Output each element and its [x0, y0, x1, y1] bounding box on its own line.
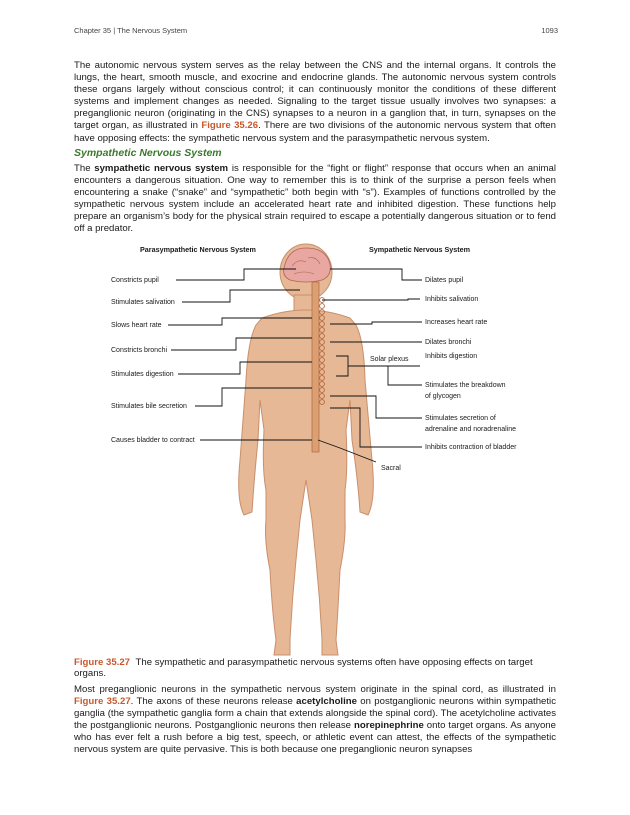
term-sympathetic: sympathetic nervous system	[94, 163, 229, 174]
term-norepinephrine: norepinephrine	[353, 720, 424, 732]
bottom-paragraph: Most preganglionic neurons in the sympathetic nervous system originate in the spinal cord, as illustrated in Figure 35.27. The axons of these neurons release acetylcholine on postganglionic neurons within sympathetic ganglia (the sympathetic ganglia form a chain that extends alongside the spinal cord). The acetylcholine activates the postganglionic neurons. Postganglionic neurons then release norepinephrine onto target organs. As anyone who has ever felt a rush before a big test, speech, or athletic event can attest, the effects of the sympathetic nervous system are quite pervasive. This is both because one preganglionic neuron synapses	[74, 684, 556, 756]
label-dilates-pupil: Dilates pupil	[425, 277, 464, 284]
label-solar-plexus: Solar plexus	[370, 356, 409, 363]
label-stimulates-breakdown: Stimulates the breakdown	[425, 382, 506, 389]
label-stimulates-bile-secretion: Stimulates bile secretion	[111, 403, 187, 410]
label-adrenaline-noradrenaline: adrenaline and noradrenaline	[425, 426, 517, 433]
label-slows-heart-rate: Slows heart rate	[111, 322, 162, 329]
label-stimulates-digestion: Stimulates digestion	[111, 371, 174, 378]
label-sacral: Sacral	[381, 465, 401, 472]
label-constricts-pupil: Constricts pupil	[111, 277, 159, 284]
caption-figure-label: Figure 35.27	[74, 657, 130, 668]
figure-link-35-26[interactable]: Figure 35.26	[201, 120, 259, 132]
page-number: 1093	[541, 26, 558, 35]
intro-paragraph: The autonomic nervous system serves as the relay between the CNS and the internal organs. It controls the lungs, the heart, smooth muscle, and exocrine and endocrine glands. The autonomic nervous system controls these organs largely without conscious control; it can continuously monitor the conditions of these different systems and implement changes as needed. Signaling to the target tissue usually involves two synapses: a preganglionic neuron (originating in the CNS) synapses to a neuron in a ganglion that, in turn, synapses on the target organ, as illustrated in Figure 35.26. There are two divisions of the autonomic nervous system that often have opposing effects: the sympathetic nervous system and the parasympathetic nervous system.	[74, 60, 556, 144]
spinal-cord	[312, 282, 319, 452]
label-of-glycogen: of glycogen	[425, 393, 461, 400]
term-acetylcholine: acetylcholine	[296, 696, 357, 708]
label-dilates-bronchi: Dilates bronchi	[425, 339, 472, 346]
figure-link-35-27[interactable]: Figure 35.27	[74, 696, 131, 708]
label-constricts-bronchi: Constricts bronchi	[111, 347, 168, 354]
label-increases-heart-rate: Increases heart rate	[425, 319, 488, 326]
label-stimulates-secretion-of: Stimulates secretion of	[425, 415, 496, 422]
label-stimulates-salivation: Stimulates salivation	[111, 299, 175, 306]
figure-caption: Figure 35.27 The sympathetic and parasympathetic nervous systems often have opposing effects on target organs.	[74, 657, 533, 679]
sympathetic-heading: Sympathetic Nervous System	[369, 245, 471, 254]
sympathetic-paragraph: The sympathetic nervous system is responsible for the “fight or flight” response that occurs when an animal encounters a dangerous situation. One way to remember this is to think of the surprise a person feels when encountering a snake (“snake” and “sympathetic” both begin with “s”). Examples of functions controlled by the sympathetic nervous system include an accelerated heart rate and inhibited digestion. These functions help prepare an organism’s body for the physical strain required to escape a potentially dangerous situation or to fend off a predator.	[74, 163, 556, 235]
chapter-header: Chapter 35 | The Nervous System	[74, 26, 188, 35]
label-inhibits-salivation: Inhibits salivation	[425, 296, 479, 303]
label-inhibits-digestion: Inhibits digestion	[425, 353, 478, 360]
parasympathetic-heading: Parasympathetic Nervous System	[140, 245, 256, 254]
label-inhibits-contraction-bladder: Inhibits contraction of bladder	[425, 444, 517, 451]
label-causes-bladder-to-contract: Causes bladder to contract	[111, 437, 195, 444]
body-silhouette	[239, 244, 374, 655]
section-title: Sympathetic Nervous System	[74, 147, 222, 159]
